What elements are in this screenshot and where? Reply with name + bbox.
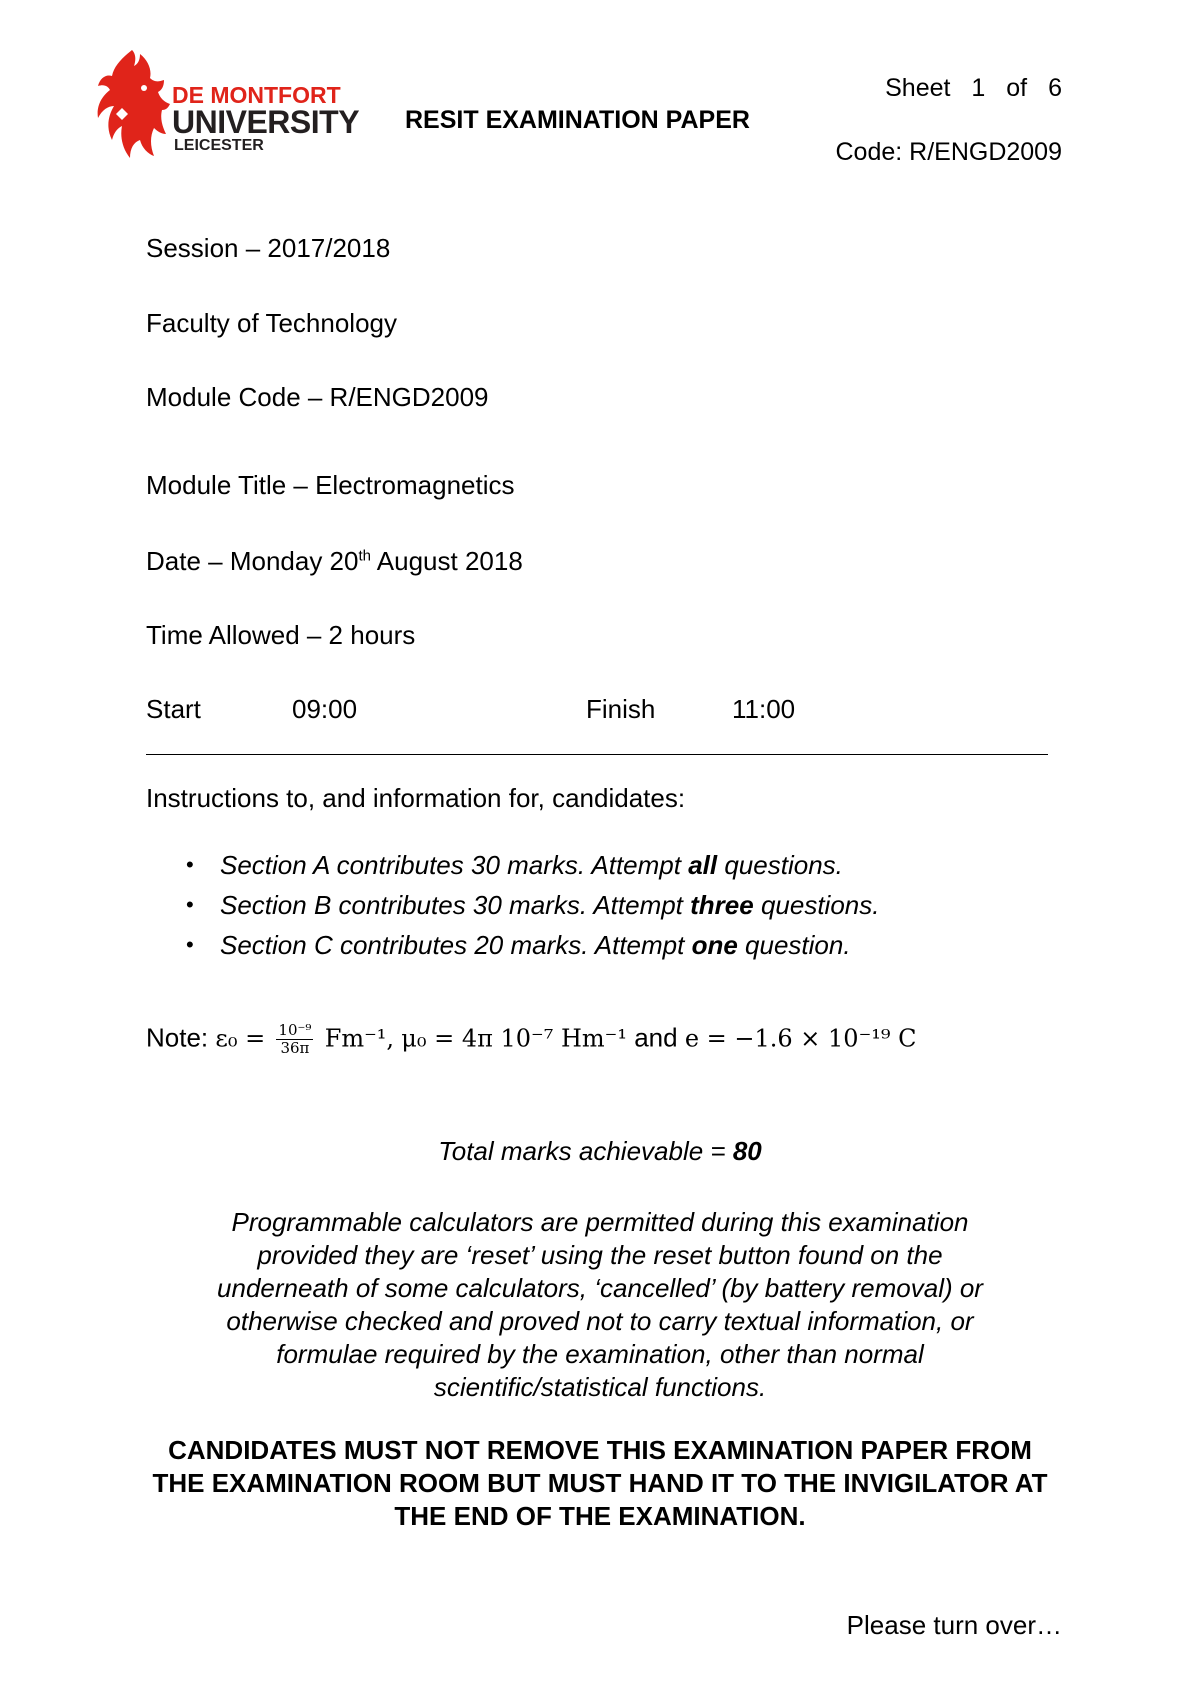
- epsilon-fraction: [276, 1022, 313, 1058]
- removal-warning: CANDIDATES MUST NOT REMOVE THIS EXAMINATION PAPER FROM THE EXAMINATION ROOM BUT MUST HAND IT TO THE INVIGILATOR AT THE END OF THE EXAMINATION.: [152, 1435, 1048, 1531]
- note-and: and: [634, 1022, 678, 1053]
- sheet-total: 6: [1048, 74, 1062, 102]
- session: Session – 2017/2018: [146, 233, 391, 263]
- epsilon-unit: Fm⁻¹,: [324, 1024, 395, 1053]
- total-marks: [150, 1136, 1050, 1167]
- epsilon-expression: ε₀ =: [215, 1024, 266, 1053]
- fraction-numerator: 10⁻⁹: [278, 1021, 312, 1039]
- instructions-list: [220, 845, 879, 965]
- constants-note: [146, 1022, 916, 1058]
- date-superscript: th: [358, 547, 371, 565]
- finish-label: Finish: [586, 694, 656, 724]
- module-code: Module Code – R/ENGD2009: [146, 382, 489, 412]
- note-label: Note:: [146, 1022, 209, 1053]
- faculty: Faculty of Technology: [146, 308, 397, 338]
- fraction-denominator: 36π: [280, 1039, 310, 1058]
- exam-date: [146, 546, 523, 577]
- date-suffix: August 2018: [370, 546, 523, 576]
- finish-time: 11:00: [732, 694, 796, 724]
- electron-charge-expression: e = −1.6 × 10⁻¹⁹ C: [684, 1024, 917, 1053]
- calculator-notice: Programmable calculators are permitted during this examination provided they are ‘reset’ using the reset button found on the underneath of some calculators, ‘cancelled’ (by battery removal) or otherwise checked and proved not to carry textual information, or formulae required by the examination, other than normal scientific/statistical functions.: [217, 1207, 983, 1402]
- start-label: Start: [146, 694, 201, 724]
- logo-line-2: UNIVERSITY: [172, 104, 360, 140]
- sheet-label: Sheet: [885, 74, 951, 102]
- university-logo: [92, 48, 382, 168]
- list-item: • Section C contributes 20 marks. Attempt one question.: [220, 925, 879, 965]
- paper-title: RESIT EXAMINATION PAPER: [405, 106, 750, 134]
- sheet-of: of: [1006, 74, 1028, 102]
- list-item: • Section B contributes 30 marks. Attempt three questions.: [220, 885, 879, 925]
- paper-code: Code: R/ENGD2009: [835, 138, 1062, 166]
- mu-expression: μ₀ = 4π 10⁻⁷ Hm⁻¹: [401, 1024, 627, 1053]
- logo-line-1: DE MONTFORT: [172, 82, 341, 108]
- total-marks-value: 80: [732, 1136, 762, 1166]
- sheet-number: 1: [971, 74, 986, 102]
- total-marks-label: Total marks achievable =: [438, 1136, 733, 1166]
- date-prefix: Date – Monday 20: [146, 546, 359, 576]
- logo-line-3: LEICESTER: [174, 137, 264, 154]
- time-allowed: Time Allowed – 2 hours: [146, 620, 416, 650]
- divider: [146, 754, 1048, 755]
- sheet-indicator: [885, 74, 1062, 103]
- griffin-emblem-icon: [92, 48, 172, 168]
- turn-over-note: Please turn over…: [846, 1610, 1062, 1640]
- instructions-heading: Instructions to, and information for, candidates:: [146, 783, 686, 813]
- list-item: • Section A contributes 30 marks. Attempt all questions.: [220, 845, 879, 885]
- module-title: Module Title – Electromagnetics: [146, 470, 515, 500]
- start-time: 09:00: [292, 694, 358, 724]
